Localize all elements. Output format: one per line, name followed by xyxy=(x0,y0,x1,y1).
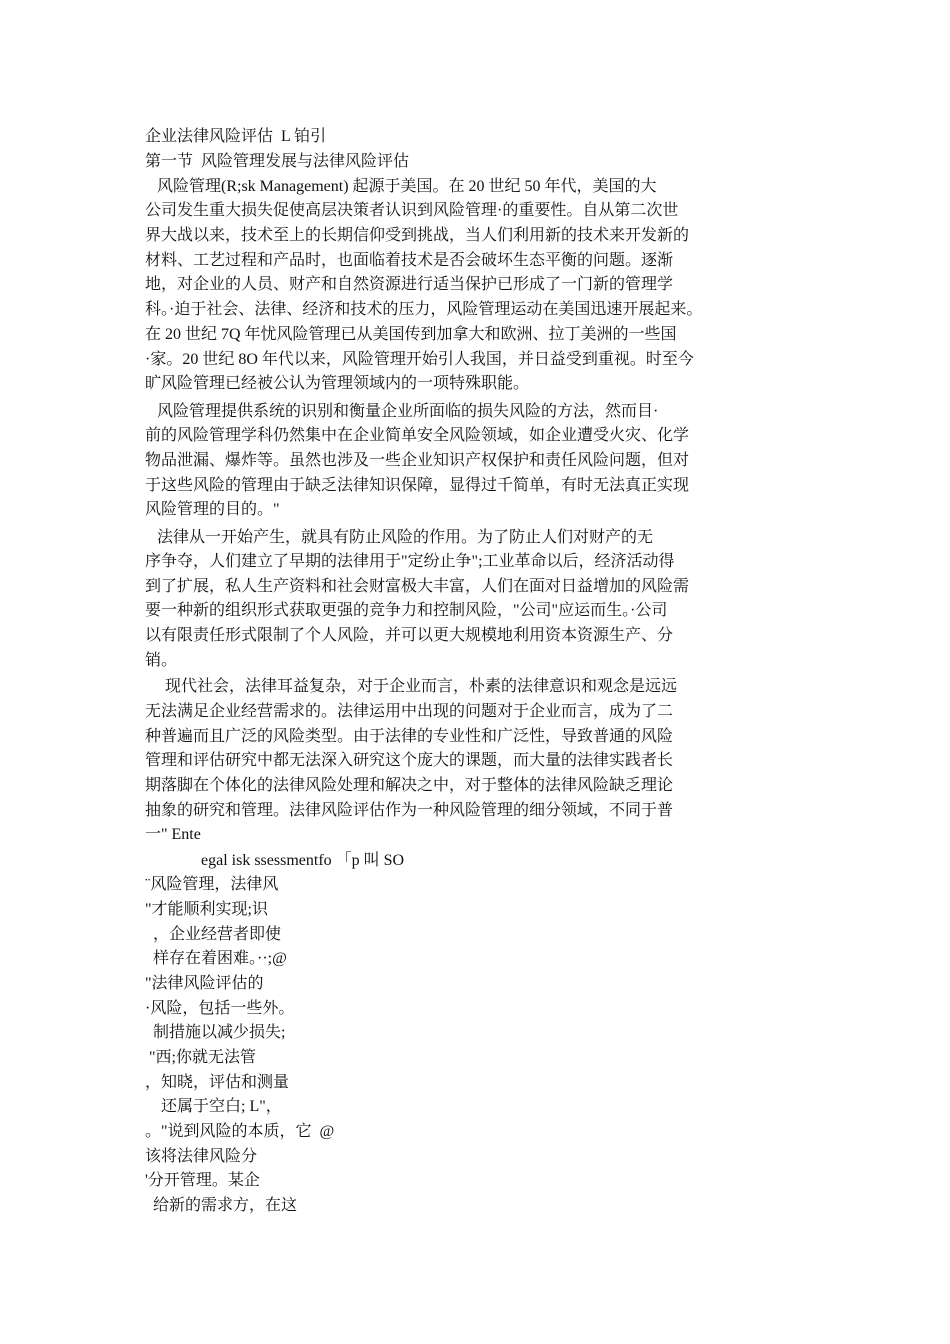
text-line: "西;你就无法管 xyxy=(145,1049,256,1066)
text-line: 公司发生重大损失促使高层决策者认识到风险管理·的重要性。自从第二次世 xyxy=(145,202,679,219)
text-line: 界大战以来，技术至上的长期信仰受到挑战，当人们利用新的技术来开发新的 xyxy=(145,227,690,244)
text-line: 材料、工艺过程和产品时，也面临着技术是否会破坏生态平衡的问题。逐渐 xyxy=(145,252,674,269)
text-line: 一" Ente xyxy=(145,826,201,843)
text-line: ·家。20 世纪 8O 年代以来，风险管理开始引人我国，并日益受到重视。时至今 xyxy=(145,351,694,368)
text-line: 管理和评估研究中都无法深入研究这个庞大的课题，而大量的法律实践者长 xyxy=(145,752,674,769)
document-title: 企业法律风险评估 L 铂引 xyxy=(145,128,327,145)
text-line: 以有限责任形式限制了个人风险，并可以更大规模地利用资本资源生产、分 xyxy=(145,627,674,644)
text-line: 在 20 世纪 7Q 年忧风险管理已从美国传到加拿大和欧洲、拉丁美洲的一些国 xyxy=(145,326,677,343)
text-line: 旷风险管理已经被公认为管理领域内的一项特殊职能。 xyxy=(145,375,530,392)
text-line: 于这些风险的管理由于缺乏法律知识保障，显得过千简单，有时无法真正实现 xyxy=(145,477,690,494)
text-line: 还属于空白; L"， xyxy=(145,1098,282,1115)
text-line: ，知晓，评估和测量 xyxy=(145,1074,290,1091)
text-line: ·风险，包括一些外。 xyxy=(145,1000,295,1017)
text-line: 。"说到风险的本质，它 @ xyxy=(145,1123,335,1140)
text-line: 风险管理的目的。" xyxy=(145,501,280,518)
text-line: "才能顺利实现;识 xyxy=(145,901,268,918)
text-line: 前的风险管理学科仍然集中在企业简单安全风险领域，如企业遭受火灾、化学 xyxy=(145,427,690,444)
text-line: '分开管理。某企 xyxy=(145,1172,260,1189)
text-line: 科。·迫于社会、法律、经济和技术的压力，风险管理运动在美国迅速开展起来。 xyxy=(145,301,703,318)
text-line: "法律风险评估的 xyxy=(145,975,264,992)
text-line: 到了扩展，私人生产资料和社会财富极大丰富，人们在面对日益增加的风险需 xyxy=(145,578,690,595)
text-line: egal isk ssessmentfo 「p 叫 SO xyxy=(145,852,405,869)
text-line: 要一种新的组织形式获取更强的竞争力和控制风险，"公司"应运而生。·公司 xyxy=(145,602,668,619)
text-line: 序争夺，人们建立了早期的法律用于"定纷止争";工业革命以后，经济活动得 xyxy=(145,553,675,570)
text-line: 种普遍而且广泛的风险类型。由于法律的专业性和广泛性，导致普通的风险 xyxy=(145,728,674,745)
text-line: 制措施以减少损失; xyxy=(145,1024,286,1041)
text-line: 该将法律风险分 xyxy=(145,1148,258,1165)
text-line: 销。 xyxy=(145,652,178,669)
text-line: 抽象的研究和管理。法律风险评估作为一种风险管理的细分领域，不同于普 xyxy=(145,802,674,819)
text-line: 风险管理提供系统的识别和衡量企业所面临的损失风险的方法，然而目· xyxy=(145,403,659,420)
section-heading: 第一节 风险管理发展与法律风险评估 xyxy=(145,153,410,170)
text-line: ，企业经营者即使 xyxy=(145,926,282,943)
text-line: 物品泄漏、爆炸等。虽然也涉及一些企业知识产权保护和责任风险问题，但对 xyxy=(145,452,690,469)
text-line: 给新的需求方，在这 xyxy=(145,1197,298,1214)
text-line: 法律从一开始产生，就具有防止风险的作用。为了防止人们对财产的无 xyxy=(145,529,654,546)
text-line: 无法满足企业经营需求的。法律运用中出现的问题对于企业而言，成为了二 xyxy=(145,703,674,720)
text-line: 期落脚在个体化的法律风险处理和解决之中，对于整体的法律风险缺乏理论 xyxy=(145,777,674,794)
text-line: 样存在着困难。··;@ xyxy=(145,950,287,967)
text-line: 风险管理(R;sk Management) 起源于美国。在 20 世纪 50 年代，美国的大 xyxy=(145,178,657,195)
text-line: 地，对企业的人员、财产和自然资源进行适当保护已形成了一门新的管理学 xyxy=(145,276,674,293)
text-line: 现代社会，法律耳益复杂，对于企业而言，朴素的法律意识和观念是远远 xyxy=(145,678,678,695)
text-line: ¨风险管理，法律风 xyxy=(145,876,279,893)
